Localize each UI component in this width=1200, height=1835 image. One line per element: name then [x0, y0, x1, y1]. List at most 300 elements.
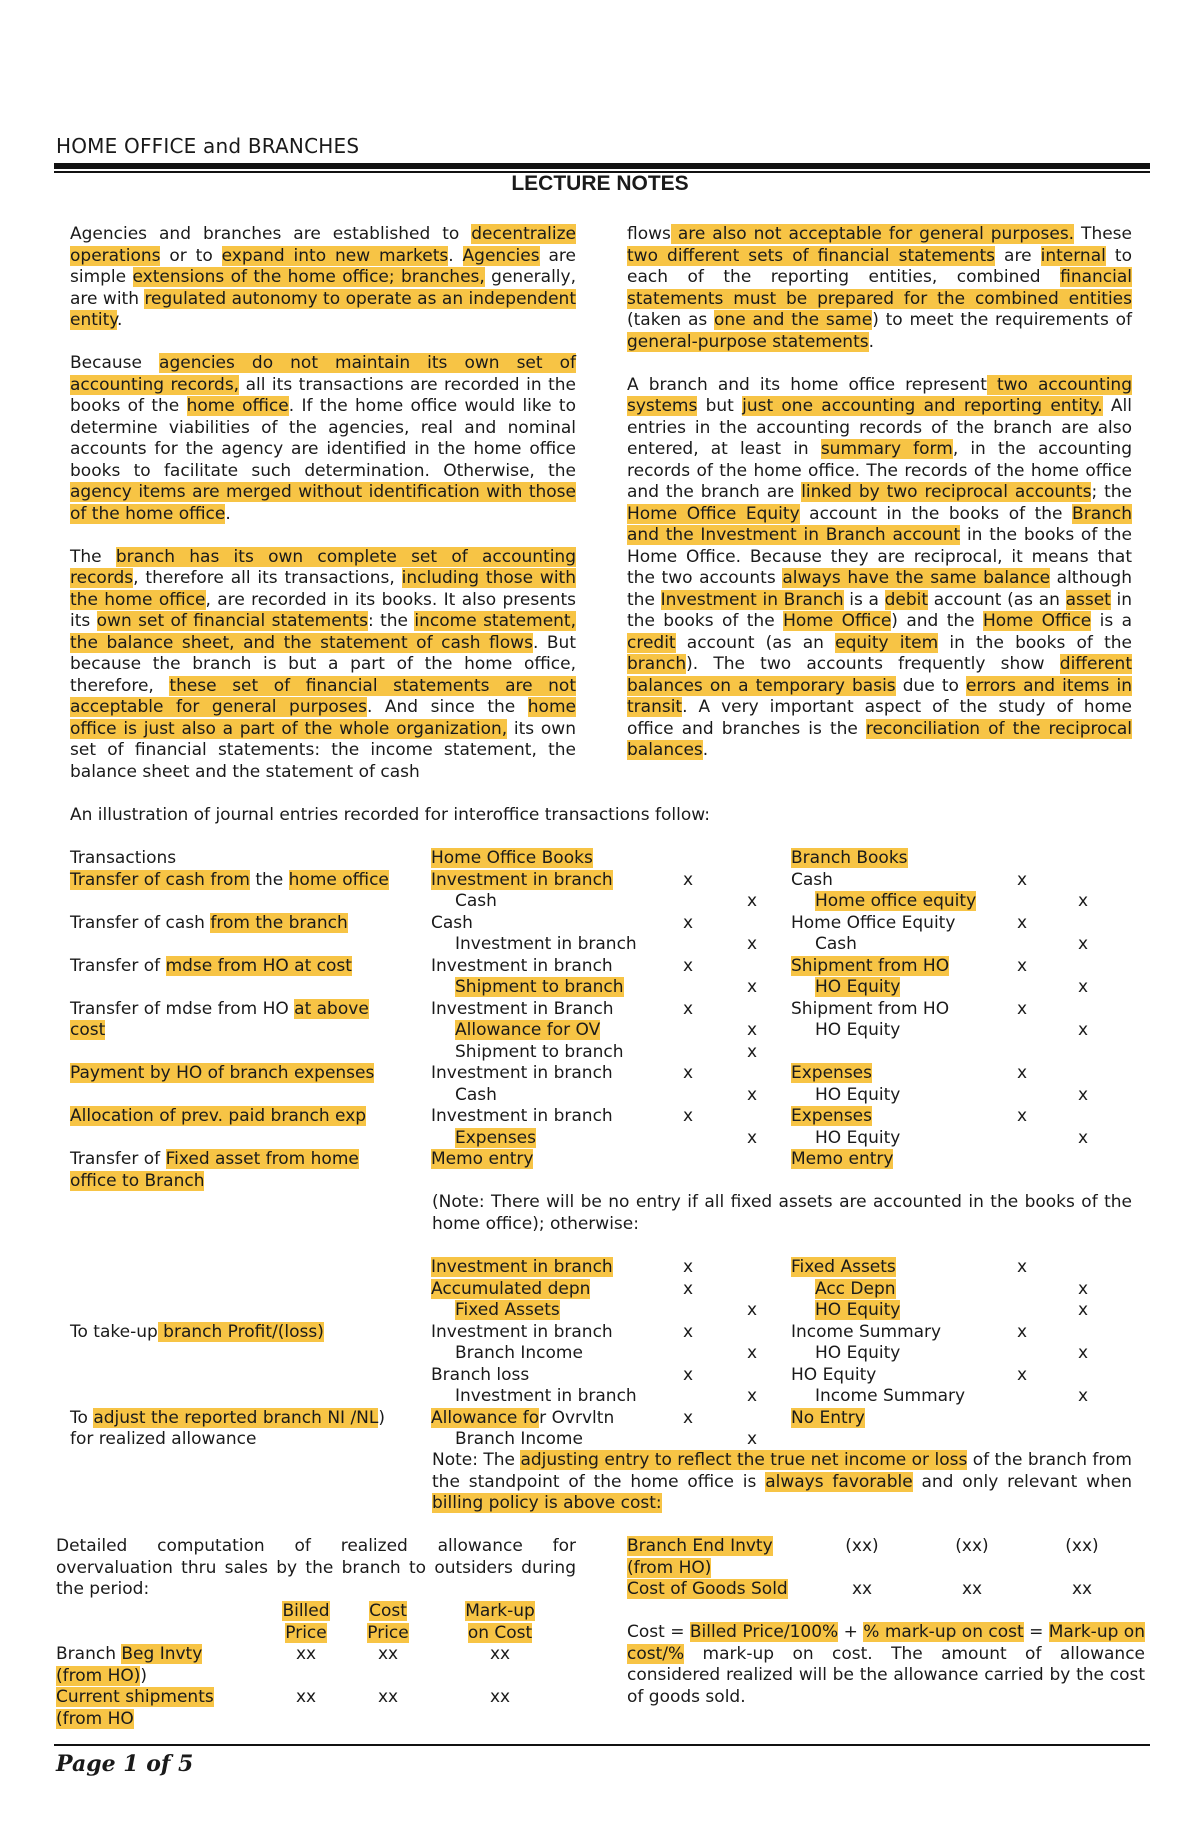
table-row — [70, 1429, 1113, 1451]
home-office-credit-cell — [713, 1322, 791, 1344]
highlighted-text: Price — [285, 1622, 327, 1643]
text-run: the — [249, 869, 289, 890]
highlighted-text: branch has its own complete set of accounting records — [70, 546, 576, 588]
transaction-cell — [70, 1408, 431, 1430]
highlighted-text: adjusting entry to reflect the true net income or loss — [520, 1450, 968, 1470]
highlighted-text: Agencies — [462, 245, 540, 266]
highlighted-text: (from HO) — [627, 1557, 712, 1578]
branch-account-cell — [791, 934, 991, 956]
text-run: Transfer of — [70, 1149, 166, 1169]
text-run: of the branch from the standpoint of the home office is — [432, 1450, 1132, 1492]
highlighted-text: equity item — [835, 632, 939, 653]
home-office-debit-cell: x — [682, 1278, 694, 1299]
branch-account-cell — [791, 1408, 991, 1430]
paragraph-agency-records — [70, 353, 576, 525]
table-row — [70, 1085, 1113, 1107]
home-office-credit-cell: x — [746, 934, 758, 954]
home-office-debit-cell — [663, 1128, 713, 1150]
highlighted-text: Cost of Goods Sold — [627, 1579, 788, 1599]
text-run: Investment in branch — [431, 1321, 613, 1342]
table-row — [70, 870, 1113, 892]
text-run: Shipment from HO — [791, 998, 950, 1019]
home-office-account-cell — [431, 1408, 663, 1430]
branch-credit-cell — [1053, 1408, 1113, 1430]
text-run: Branch Income — [455, 1429, 583, 1449]
text-run: Home Office Equity — [791, 912, 956, 933]
value-cell: xx — [489, 1687, 511, 1707]
text-run: + — [838, 1622, 864, 1642]
home-office-debit-cell — [663, 1042, 713, 1064]
highlighted-text: extensions of the home office; branches, — [132, 267, 485, 287]
text-run: Agencies and branches are established to — [70, 224, 472, 244]
branch-account-cell — [791, 1322, 991, 1344]
transaction-cell — [70, 1365, 431, 1387]
table-row — [70, 977, 1113, 999]
home-office-credit-cell: x — [746, 1429, 758, 1449]
home-office-account-cell — [431, 956, 663, 978]
text-run: Investment in branch — [455, 934, 637, 954]
journal-entries-table-continued — [70, 1257, 1113, 1451]
text-run: Shipment to branch — [455, 1041, 624, 1062]
highlighted-text: Home Office Equity — [627, 503, 800, 524]
highlighted-text: Fixed asset from home — [165, 1149, 359, 1169]
highlighted-text: Transfer of cash from — [70, 869, 250, 890]
column-header — [278, 1601, 334, 1623]
branch-account-cell — [791, 1171, 991, 1193]
transaction-cell — [70, 1257, 431, 1279]
branch-debit-cell — [991, 1343, 1053, 1365]
home-office-account-cell — [431, 870, 663, 892]
branch-account-cell — [791, 1343, 991, 1365]
highlighted-text: reconciliation of the reciprocal balances — [627, 718, 1132, 760]
table-row — [70, 848, 1113, 870]
table-row — [56, 1666, 558, 1688]
home-office-account-cell — [431, 1365, 663, 1387]
table-row — [70, 1042, 1113, 1064]
home-office-account-cell — [431, 1279, 663, 1301]
home-office-credit-cell — [713, 1408, 791, 1430]
highlighted-text: expand into new markets — [221, 245, 449, 266]
home-office-account-cell — [431, 934, 663, 956]
home-office-account-cell — [431, 1257, 663, 1279]
text-run: in the books of the — [627, 589, 1132, 631]
text-run: for realized allowance — [70, 1429, 257, 1449]
highlighted-text: billing policy is above cost: — [432, 1493, 662, 1513]
branch-debit-cell — [991, 1085, 1053, 1107]
right-column — [627, 224, 1132, 762]
home-office-debit-cell: x — [682, 1257, 694, 1277]
text-run: Cost = — [627, 1622, 690, 1642]
paragraph-reciprocal-accounts — [627, 375, 1132, 762]
home-office-account-cell — [431, 1171, 663, 1193]
branch-credit-cell: x — [1077, 934, 1089, 954]
column-header — [334, 1623, 442, 1645]
text-run: , therefore all its transactions, — [133, 568, 402, 588]
table-row — [70, 1063, 1113, 1085]
branch-debit-cell: x — [1016, 998, 1028, 1019]
value-cell: xx — [1071, 1579, 1093, 1599]
highlighted-text: asset — [1065, 589, 1111, 610]
text-run: ). The two accounts frequently show — [686, 654, 1060, 674]
home-office-debit-cell: x — [682, 1321, 694, 1342]
text-run: (taken as — [627, 310, 715, 330]
highlighted-text: agencies do not maintain its own set of accounting records, — [70, 353, 576, 395]
text-run: . And since the — [366, 697, 528, 717]
column-header — [442, 1601, 558, 1623]
home-office-debit-cell — [663, 934, 713, 956]
branch-account-cell — [791, 1386, 991, 1408]
home-office-debit-cell: x — [682, 1063, 694, 1083]
value-cell — [278, 1709, 334, 1731]
text-run: generally, are with — [70, 267, 576, 309]
text-run: mark-up on cost. The amount of allowance considered realized will be the allowance carried by the cost of goods sold. — [627, 1643, 1145, 1707]
text-run: Branch Income — [455, 1343, 583, 1363]
text-run: are simple — [70, 245, 576, 287]
item-cell — [56, 1666, 278, 1688]
table-row — [70, 956, 1113, 978]
highlighted-text: at above — [294, 998, 369, 1019]
highlighted-text: Cost — [369, 1601, 407, 1621]
text-run: Because — [70, 353, 160, 373]
text-run: HO Equity — [815, 1020, 901, 1040]
text-run: its own set of financial statements: the income statement, the balance sheet and the statement of cash — [70, 718, 576, 782]
transaction-cell — [70, 1300, 431, 1322]
branch-account-cell — [791, 913, 991, 935]
text-run: Note: The — [432, 1450, 521, 1470]
table-row — [70, 1300, 1113, 1322]
value-cell: xx — [295, 1687, 317, 1707]
highlighted-text: home office is just also a part of the whole organization, — [70, 697, 576, 739]
home-office-credit-cell — [713, 1279, 791, 1301]
highlighted-text: branch — [627, 654, 687, 674]
text-run: . A very important aspect of the study of home office and branches is the — [627, 697, 1132, 739]
highlighted-text: Investment in branch — [431, 869, 613, 890]
branch-credit-cell — [1053, 1042, 1113, 1064]
value-cell — [442, 1666, 558, 1688]
branch-credit-cell — [1053, 1171, 1113, 1193]
transaction-cell — [70, 1343, 431, 1365]
branch-debit-cell — [991, 1279, 1053, 1301]
home-office-debit-cell: x — [682, 955, 694, 976]
home-office-debit-cell — [663, 1386, 713, 1408]
table-row — [56, 1644, 558, 1666]
value-cell: xx — [295, 1644, 317, 1664]
branch-debit-cell: x — [1016, 912, 1028, 933]
branch-debit-cell: x — [1016, 1364, 1028, 1385]
value-cell: (xx) — [845, 1536, 879, 1556]
value-cell: xx — [851, 1579, 873, 1599]
branch-debit-cell: x — [1016, 955, 1028, 976]
text-run: . — [868, 331, 875, 352]
transaction-cell — [70, 1128, 431, 1150]
text-run: r Ovrvltn — [539, 1407, 615, 1428]
home-office-account-cell — [431, 1128, 663, 1150]
highlighted-text: % mark-up on cost — [863, 1622, 1024, 1642]
branch-credit-cell: x — [1077, 1343, 1089, 1363]
branch-credit-cell — [1053, 1257, 1113, 1279]
highlighted-text: always have the same balance — [782, 568, 1051, 588]
value-cell: xx — [961, 1579, 983, 1599]
branch-account-cell — [791, 1279, 991, 1301]
highlighted-text: Expenses — [455, 1127, 536, 1148]
highlighted-text: Allocation of prev. paid branch exp — [70, 1106, 367, 1126]
home-office-debit-cell: x — [682, 998, 694, 1019]
lecture-notes-heading: LECTURE NOTES — [511, 172, 689, 195]
table-row — [70, 1343, 1113, 1365]
text-run: Investment in branch — [455, 1386, 637, 1406]
text-run: Cash — [431, 912, 473, 933]
highlighted-text: Payment by HO of branch expenses — [70, 1063, 375, 1083]
text-run: Investment in branch — [431, 1106, 613, 1126]
text-run: Transfer of mdse from HO — [70, 998, 295, 1019]
highlighted-text: Home Office Books — [431, 848, 593, 868]
transaction-cell — [70, 1322, 431, 1344]
table-row — [70, 1322, 1113, 1344]
text-run: is a — [1091, 611, 1133, 631]
text-run: Investment in branch — [431, 955, 613, 976]
home-office-credit-cell — [713, 1171, 791, 1193]
left-column — [70, 224, 576, 783]
branch-credit-cell: x — [1077, 1127, 1089, 1148]
home-office-credit-cell — [713, 1063, 791, 1085]
branch-credit-cell — [1053, 1429, 1113, 1451]
highlighted-text: Beg Invty — [121, 1644, 203, 1664]
text-run: Cash — [791, 869, 833, 890]
table-row — [70, 1128, 1113, 1150]
branch-debit-cell — [991, 848, 1053, 870]
branch-credit-cell — [1053, 999, 1113, 1021]
branch-credit-cell: x — [1077, 1020, 1089, 1040]
highlighted-text: credit — [627, 632, 676, 653]
highlighted-text: own set of financial statements — [96, 611, 368, 631]
transaction-cell — [70, 1279, 431, 1301]
highlighted-text: errors and items in transit — [627, 675, 1132, 717]
column-header-row — [56, 1623, 558, 1645]
memo-note: (Note: There will be no entry if all fixed assets are accounted in the books of the home office); otherwise: — [432, 1192, 1132, 1234]
transaction-cell — [70, 999, 431, 1021]
home-office-debit-cell — [663, 1149, 713, 1171]
home-office-account-cell — [431, 1343, 663, 1365]
table-row — [627, 1536, 1137, 1558]
home-office-account-cell — [431, 913, 663, 935]
transaction-cell — [70, 891, 431, 913]
branch-account-cell — [791, 1300, 991, 1322]
branch-credit-cell — [1053, 848, 1113, 870]
adjusting-entry-note — [432, 1450, 1132, 1515]
home-office-credit-cell — [713, 1365, 791, 1387]
home-office-account-cell — [431, 1106, 663, 1128]
home-office-debit-cell: x — [682, 1364, 694, 1385]
highlighted-text: Branch and the Investment in Branch account — [627, 503, 1133, 545]
paragraph-combined-statements — [627, 224, 1132, 353]
highlighted-text: Current shipments — [56, 1687, 214, 1707]
table-row — [70, 1171, 1113, 1193]
text-run: , in the accounting records of the home office. The records of the home office and the branch are — [627, 439, 1132, 502]
text-run: , are recorded in its books. It also presents its — [70, 589, 576, 631]
transaction-cell — [70, 956, 431, 978]
branch-account-cell — [791, 1063, 991, 1085]
branch-debit-cell: x — [1016, 1257, 1028, 1277]
text-run: Transfer of — [70, 955, 166, 976]
text-run: . If the home office would like to determine viabilities of the agencies, real and nominal accounts for the agency are identified in the home office books to facilitate such determination. Otherwise, the — [70, 396, 576, 481]
branch-credit-cell: x — [1077, 1278, 1089, 1299]
highlighted-text: Billed Price/100% — [689, 1622, 839, 1642]
branch-debit-cell — [991, 977, 1053, 999]
home-office-debit-cell — [663, 1171, 713, 1193]
highlighted-text: cost — [70, 1020, 106, 1040]
highlighted-text: Branch End Invty — [627, 1536, 773, 1556]
branch-credit-cell: x — [1077, 1084, 1089, 1105]
text-run: due to — [895, 675, 966, 696]
highlighted-text: linked by two reciprocal accounts — [801, 482, 1092, 502]
branch-debit-cell — [991, 1429, 1053, 1451]
transaction-cell — [70, 934, 431, 956]
highlighted-text: are also not acceptable for general purposes. — [670, 224, 1075, 244]
transaction-cell — [70, 1063, 431, 1085]
text-run: although the — [627, 568, 1132, 610]
branch-credit-cell: x — [1077, 1300, 1089, 1320]
text-run: These — [1074, 224, 1132, 244]
highlighted-text: general-purpose statements — [627, 331, 869, 352]
text-run: Cash — [455, 1084, 497, 1105]
branch-account-cell — [791, 1085, 991, 1107]
illustration-intro: An illustration of journal entries recorded for interoffice transactions follow: — [70, 805, 710, 825]
home-office-credit-cell: x — [746, 1127, 758, 1148]
highlighted-text: Allowance for OV — [455, 1020, 601, 1040]
value-cell — [807, 1558, 917, 1580]
transaction-cell — [70, 1149, 431, 1171]
table-row — [627, 1579, 1137, 1601]
paragraph-agencies — [70, 224, 576, 332]
branch-debit-cell — [991, 934, 1053, 956]
highlighted-text: Shipment from HO — [791, 955, 950, 976]
item-cell — [56, 1687, 278, 1709]
branch-account-cell — [791, 1042, 991, 1064]
text-run: are — [994, 245, 1041, 266]
highlighted-text: just one accounting and reporting entity. — [742, 396, 1103, 416]
branch-account-cell — [791, 1429, 991, 1451]
highlighted-text: Mark-up on cost/% — [627, 1622, 1145, 1664]
branch-credit-cell — [1053, 1063, 1113, 1085]
document-title: HOME OFFICE and BRANCHES — [56, 134, 360, 158]
branch-debit-cell — [991, 1128, 1053, 1150]
transaction-cell — [70, 1042, 431, 1064]
transaction-cell — [70, 1429, 431, 1451]
cost-formula-paragraph — [627, 1622, 1145, 1708]
highlighted-text: including those with the home office — [70, 568, 576, 610]
text-run: ) — [378, 1407, 386, 1428]
highlighted-text: Billed — [282, 1601, 330, 1621]
home-office-credit-cell: x — [746, 1343, 758, 1363]
branch-credit-cell: x — [1077, 891, 1089, 911]
branch-credit-cell — [1053, 1149, 1113, 1171]
branch-account-cell — [791, 977, 991, 999]
highlighted-text: these set of financial statements are not acceptable for general purposes — [70, 675, 576, 717]
table-row — [627, 1558, 1137, 1580]
table-row — [70, 1257, 1113, 1279]
text-run: = — [1023, 1622, 1049, 1642]
value-cell — [1027, 1558, 1137, 1580]
highlighted-text: two accounting systems — [627, 374, 1132, 416]
table-row — [70, 891, 1113, 913]
table-row — [70, 1020, 1113, 1042]
table-row — [70, 1365, 1113, 1387]
highlighted-text: No Entry — [791, 1407, 865, 1428]
home-office-account-cell — [431, 999, 663, 1021]
text-run: account (as an — [928, 589, 1066, 610]
branch-account-cell — [791, 1128, 991, 1150]
item-cell — [56, 1644, 278, 1666]
transaction-cell — [70, 1020, 431, 1042]
highlighted-text: Fixed Assets — [455, 1300, 560, 1320]
home-office-credit-cell: x — [746, 977, 758, 997]
item-cell — [627, 1536, 807, 1558]
highlighted-text: Memo entry — [791, 1149, 894, 1169]
home-office-account-cell — [431, 1149, 663, 1171]
highlighted-text: different balances on a temporary basis — [627, 654, 1132, 696]
text-run: ; the — [1091, 482, 1133, 502]
home-office-credit-cell — [713, 870, 791, 892]
branch-debit-cell — [991, 1386, 1053, 1408]
branch-account-cell — [791, 891, 991, 913]
text-run: The — [70, 546, 116, 567]
text-run: to each of the reporting entities, combined — [627, 245, 1132, 287]
text-run: To — [70, 1407, 94, 1428]
text-run: ) — [140, 1665, 148, 1686]
text-run: To take-up — [70, 1321, 158, 1342]
text-run: . — [448, 245, 463, 266]
home-office-credit-cell — [713, 848, 791, 870]
highlighted-text: internal — [1040, 245, 1106, 266]
table-row — [70, 1408, 1113, 1430]
branch-account-cell — [791, 1149, 991, 1171]
highlighted-text: two different sets of financial statements — [627, 245, 995, 266]
computation-table — [56, 1601, 558, 1730]
text-run: . But because the branch is but a part of the home office, therefore, — [70, 632, 576, 696]
branch-end-inventory-table — [627, 1536, 1137, 1601]
table-row — [70, 1279, 1113, 1301]
highlighted-text: Price — [367, 1622, 409, 1643]
highlighted-text: Home Office — [983, 611, 1092, 631]
home-office-debit-cell: x — [682, 1407, 694, 1428]
text-run: Transfer of cash — [70, 912, 211, 933]
branch-credit-cell — [1053, 1106, 1113, 1128]
branch-credit-cell — [1053, 956, 1113, 978]
highlighted-text: Investment in Branch — [660, 589, 844, 610]
text-run: ) and the — [891, 611, 983, 631]
value-cell: xx — [377, 1644, 399, 1664]
home-office-account-cell — [431, 1386, 663, 1408]
highlighted-text: agency items are merged without identification with those of the home office — [70, 482, 576, 524]
transaction-cell — [70, 870, 431, 892]
home-office-account-cell — [431, 1063, 663, 1085]
highlighted-text: (from HO — [56, 1708, 134, 1729]
text-run: in the books of the — [938, 632, 1132, 653]
home-office-debit-cell — [663, 1429, 713, 1451]
value-cell — [334, 1709, 442, 1731]
highlighted-text: Investment in branch — [431, 1257, 613, 1277]
column-header — [442, 1623, 558, 1645]
branch-debit-cell: x — [1016, 1321, 1028, 1342]
branch-debit-cell: x — [1016, 1063, 1028, 1083]
text-run: and only relevant when — [912, 1471, 1132, 1492]
highlighted-text: mdse from HO at cost — [165, 955, 352, 976]
branch-debit-cell — [991, 891, 1053, 913]
highlighted-text: office to Branch — [70, 1170, 205, 1191]
home-office-credit-cell — [713, 956, 791, 978]
branch-debit-cell — [991, 1171, 1053, 1193]
column-header-row — [56, 1601, 558, 1623]
